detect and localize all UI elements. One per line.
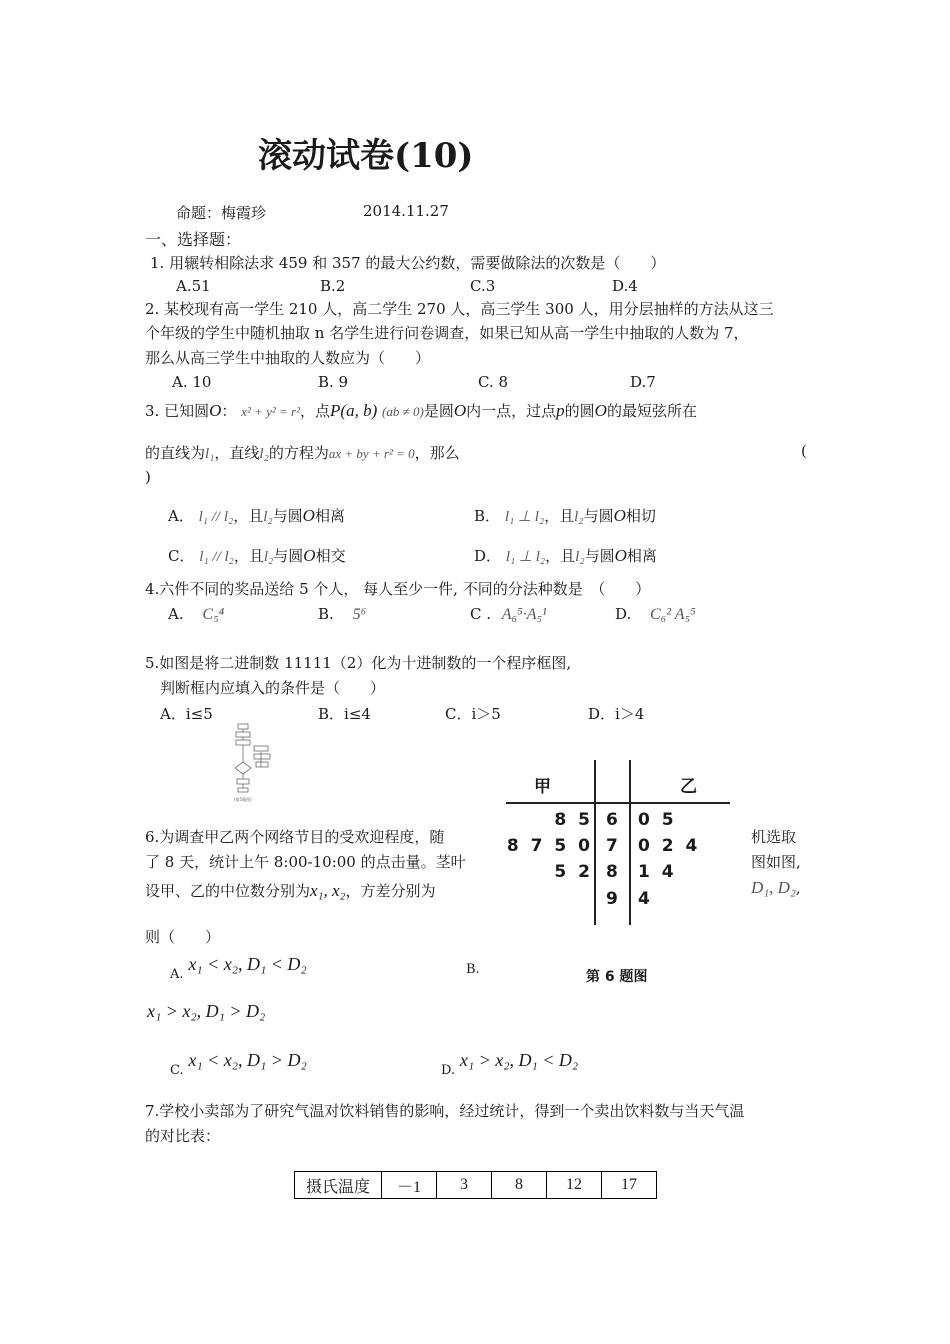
- q6-option-b-label: B.: [466, 962, 480, 977]
- q3-l1: l₁: [205, 446, 215, 462]
- q3-mid3: 的圆: [564, 402, 595, 420]
- question-1: 1. 用辗转相除法求 459 和 357 的最大公约数，需要做除法的次数是（ ）: [150, 254, 666, 272]
- q5-option-a: A．i≤5: [160, 705, 213, 723]
- table-cell: 17: [602, 1172, 657, 1199]
- table-cell: 摄氏温度: [295, 1172, 382, 1199]
- q4-option-d: D. C₆² A₅⁵: [615, 605, 696, 623]
- q3-condition: (ab ≠ 0): [382, 404, 424, 419]
- q6-option-c: C. x₁ < x₂, D₁ > D₂: [170, 1050, 307, 1078]
- q3-circle: O: [209, 401, 222, 420]
- q3-mid1: 是圆: [423, 402, 454, 420]
- q4-option-c: C . A₆⁵·A₅¹: [470, 605, 547, 623]
- q3-option-b-relation: l₁ ⊥ l₂: [504, 509, 545, 525]
- q1-option-b: B.2: [320, 277, 346, 295]
- question-2-line2: 个年级的学生中随机抽取 n 名学生进行问卷调查，如果已知从高一学生中抽取的人数为 7，: [145, 324, 749, 342]
- q2-option-a: A. 10: [172, 373, 212, 391]
- table-row: [295, 1172, 657, 1199]
- question-2-line1: 2. 某校现有高一学生 210 人，高二学生 270 人，高三学生 300 人，用分层抽样的方法从这三: [145, 300, 774, 318]
- q3-line2b: ，直线: [214, 444, 260, 462]
- q3-point-p: p: [556, 401, 565, 420]
- q3-circle-equation: x² + y² = r²: [241, 404, 301, 419]
- author-line: 命题：梅霞珍: [176, 204, 267, 222]
- question-5-line1: 5.如图是将二进制数 11111（2）化为十进制数的一个程序框图,: [145, 654, 572, 672]
- q6-option-b-expr: x₁ > x₂, D₁ > D₂: [147, 1001, 266, 1021]
- question-6-line1-cont: 机选取: [751, 828, 797, 846]
- date-line: 2014.11.27: [363, 202, 449, 220]
- question-2-line3: 那么从高三学生中抽取的人数应为（ ）: [145, 349, 431, 367]
- stem-leaf-header-left: 甲: [534, 777, 551, 797]
- question-6-line2: 了 8 天，统计上午 8:00-10:00 的点击量。茎叶: [145, 853, 466, 871]
- question-7-line2: 的对比表：: [145, 1127, 221, 1145]
- stem-leaf-row-left: 8 7 5 0: [506, 836, 590, 856]
- stem-leaf-row-stem: 7: [606, 836, 618, 856]
- q3-l2: l₂: [259, 446, 269, 462]
- question-6-d1d2: D₁, D₂,: [751, 878, 801, 897]
- stem-leaf-row-right: 4: [638, 889, 650, 909]
- stem-leaf-row-right: 0 2 4: [638, 836, 698, 856]
- question-4: 4.六件不同的奖品送给 5 个人， 每人至少一件, 不同的分法种数是 （ ）: [145, 580, 651, 598]
- page-title: 滚动试卷(10): [258, 136, 474, 176]
- q1-option-c: C.3: [470, 277, 496, 295]
- stem-leaf-row-left: 5 2: [554, 862, 590, 882]
- stem-leaf-row-right: 1 4: [638, 862, 674, 882]
- question-3-line1: [145, 400, 697, 421]
- q3-line2d: ，那么: [414, 444, 460, 462]
- q3-point: P(a, b): [330, 401, 378, 420]
- q3-line2a: 的直线为: [145, 444, 206, 462]
- question-5-line2: 判断框内应填入的条件是（ ）: [160, 679, 386, 697]
- q3-paren-open: (: [801, 442, 807, 460]
- stem-leaf-row-right: 0 5: [638, 810, 674, 830]
- q3-prefix: 3. 已知圆: [145, 402, 210, 420]
- stem-leaf-plot: [500, 758, 732, 928]
- stem-leaf-row-stem: 9: [606, 889, 618, 909]
- q5-option-d: D．i＞4: [588, 705, 645, 723]
- question-7-line1: 7.学校小卖部为了研究气温对饮料销售的影响，经过统计，得到一个卖出饮料数与当天气温: [145, 1102, 745, 1120]
- question-6-line1: 6.为调查甲乙两个网络节目的受欢迎程度，随: [145, 828, 445, 846]
- question-3-line2: [145, 442, 460, 463]
- q1-option-d: D.4: [612, 277, 638, 295]
- q1-option-a: A.51: [176, 277, 211, 295]
- q3-circle-2: O: [453, 401, 467, 420]
- stem-leaf-row-stem: 6: [606, 810, 618, 830]
- q5-option-c: C．i＞5: [445, 705, 501, 723]
- q3-option-d-relation: l₁ ⊥ l₂: [505, 549, 546, 565]
- q3-mid4: 的最短弦所在: [606, 402, 697, 420]
- q2-option-b: B. 9: [318, 373, 349, 391]
- q2-option-c: C. 8: [478, 373, 509, 391]
- q3-point-lead: ，点: [300, 402, 331, 420]
- flowchart-figure: [226, 722, 276, 804]
- stem-leaf-header-right: 乙: [680, 777, 697, 797]
- table-cell: 12: [547, 1172, 602, 1199]
- flowchart-caption: (第5题图): [234, 797, 252, 802]
- q2-option-d: D.7: [630, 373, 656, 391]
- q3-option-a: A． l₁ // l₂，且l₂与圆O相离: [168, 506, 345, 525]
- q6-option-d: D. x₁ > x₂, D₁ < D₂: [441, 1050, 579, 1078]
- table-cell: 8: [492, 1172, 547, 1199]
- table-cell: －1: [382, 1172, 437, 1199]
- q3-paren-close: ): [145, 468, 151, 486]
- stem-leaf-vrule-right: [629, 760, 631, 925]
- stem-leaf-hrule: [506, 802, 730, 804]
- question-6-line3: 设甲、乙的中位数分别为x₁, x₂，方差分别为: [145, 881, 436, 900]
- figure-6-caption: 第 6 题图: [586, 969, 648, 985]
- q3-option-a-relation: l₁ // l₂: [198, 509, 234, 525]
- q3-option-c-relation: l₁ // l₂: [199, 549, 234, 565]
- table-cell: 3: [437, 1172, 492, 1199]
- q6-x1x2: x₁, x₂: [310, 881, 346, 900]
- question-6-line4: 则（ ）: [145, 928, 221, 946]
- stem-leaf-row-left: 8 5: [554, 810, 590, 830]
- section-heading: 一、选择题：: [145, 230, 242, 249]
- q3-option-b: B． l₁ ⊥ l₂，且l₂与圆O相切: [474, 506, 656, 525]
- q3-option-d: D． l₁ ⊥ l₂，且l₂与圆O相离: [474, 546, 657, 565]
- question-6-line2-cont: 图如图,: [751, 853, 801, 871]
- q4-option-b: B. 5⁶: [318, 605, 367, 623]
- q3-mid2: 内一点，过点: [466, 402, 557, 420]
- q3-line-equation: ax + by + r² = 0: [328, 446, 415, 461]
- q6-option-a: A. x₁ < x₂, D₁ < D₂: [170, 954, 307, 982]
- q3-colon: ：: [221, 402, 237, 420]
- temperature-table: [294, 1171, 657, 1199]
- q3-circle-3: O: [594, 401, 607, 420]
- stem-leaf-vrule-left: [594, 760, 596, 925]
- q5-option-b: B．i≤4: [318, 705, 371, 723]
- q4-option-a: A. C₅⁴: [168, 605, 225, 623]
- q3-line2c: 的方程为: [268, 444, 329, 462]
- stem-leaf-row-stem: 8: [606, 862, 618, 882]
- q3-option-c: C． l₁ // l₂，且l₂与圆O相交: [168, 546, 346, 565]
